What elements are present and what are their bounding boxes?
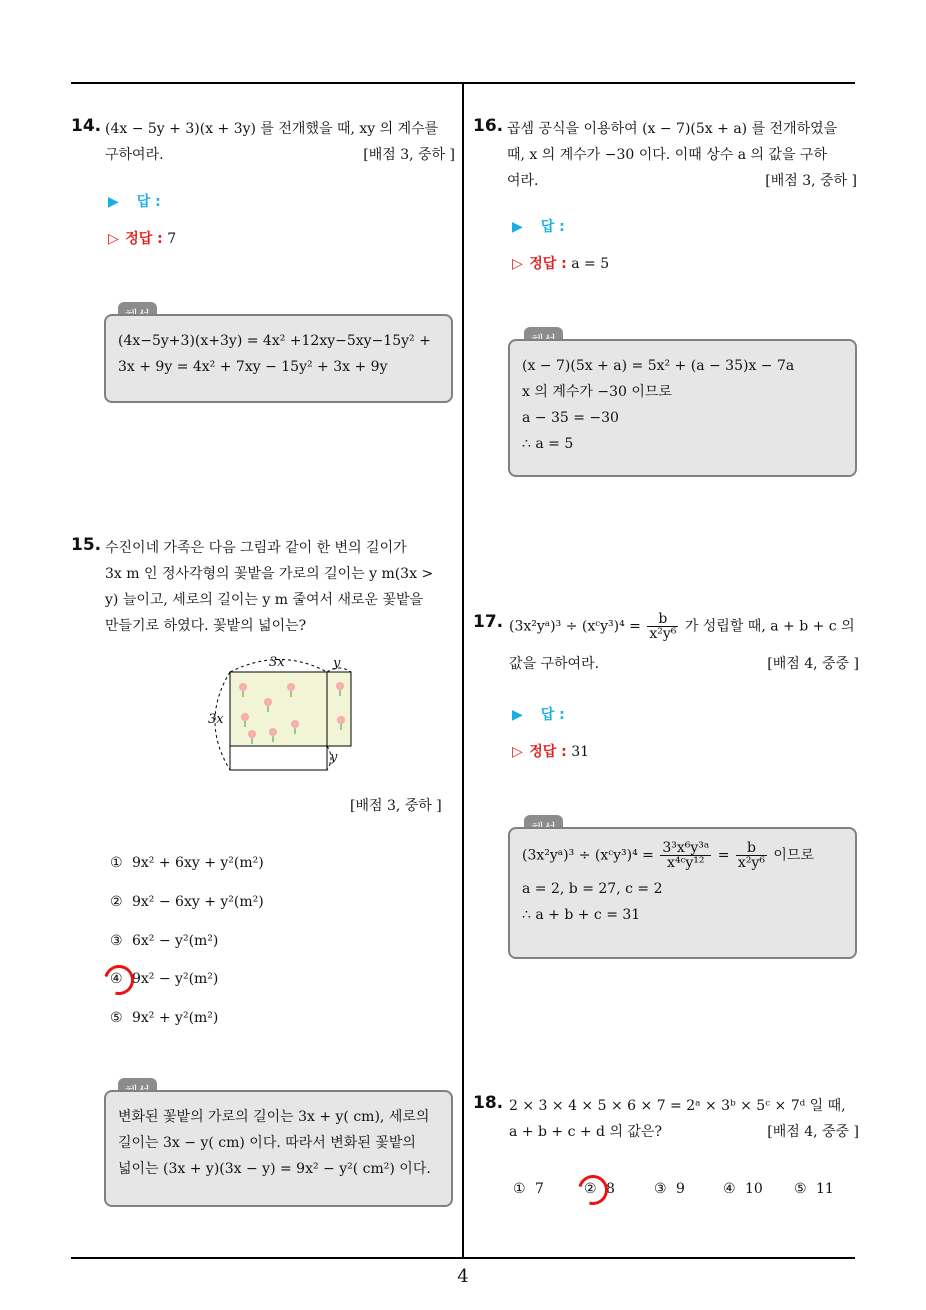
choice-3[interactable]: ③ 9 [654, 1181, 685, 1197]
question-text-line: a + b + c + d 의 값은? [509, 1124, 662, 1140]
solution-value: 31 [571, 744, 590, 760]
question-number: 18. [473, 1093, 504, 1113]
fraction: $\frac{b}{\text{x²y⁶}}$ [737, 840, 765, 871]
question-text-part: 가 성립할 때, a + b + c 의 [684, 618, 855, 635]
choice-2[interactable]: ② 9x² − 6xy + y²(m²) [110, 894, 264, 910]
explanation-box [104, 1090, 453, 1207]
fraction: $\frac{\text{3³x⁶y³ᵃ}}{\text{x⁴ᶜy¹²}}$ [662, 840, 710, 871]
choice-1[interactable]: ① 9x² + 6xy + y²(m²) [110, 855, 264, 871]
answer-field[interactable] [512, 216, 565, 236]
choice-4[interactable]: ④ 9x² − y²(m²) [110, 971, 219, 987]
question-text-line: 때, x 의 계수가 −30 이다. 이때 상수 a 의 값을 구하 [507, 147, 828, 163]
choice-5[interactable]: ⑤ 9x² + y²(m²) [110, 1010, 219, 1026]
question-text-line: 수진이네 가족은 다음 그림과 같이 한 변의 길이가 [105, 540, 407, 556]
solution-value: 7 [167, 231, 177, 247]
figure-label-left: 3x [208, 712, 224, 727]
question-text-line: y) 늘이고, 세로의 길이는 y m 줄여서 새로운 꽃밭을 [105, 592, 424, 608]
solution-label: 정답 : [125, 231, 163, 247]
figure-label-top: 3x [269, 655, 285, 670]
explanation-line: a − 35 = −30 [522, 410, 619, 426]
explanation-line: ∴ a + b + c = 31 [522, 907, 641, 923]
question-text-line: 3x m 인 정사각형의 꽃밭을 가로의 길이는 y m(3x > [105, 566, 434, 582]
score-meta: [배점 4, 중중 ] [767, 1124, 859, 1140]
play-triangle-icon: ▶ [512, 707, 523, 723]
explanation-line: (x − 7)(5x + a) = 5x² + (a − 35)x − 7a [522, 358, 795, 374]
explanation-box [508, 339, 857, 477]
answer-label: 답 : [136, 194, 161, 210]
question-text-line: 2 × 3 × 4 × 5 × 6 × 7 = 2ᵃ × 3ᵇ × 5ᶜ × 7ᵈ 일 때, [509, 1098, 846, 1114]
solution-label: 정답 : [529, 744, 567, 760]
question-text-line: 만들기로 하였다. 꽃밭의 넓이는? [105, 618, 307, 634]
question-15 [71, 535, 455, 639]
play-triangle-icon: ▶ [512, 219, 523, 235]
explanation-box [104, 314, 453, 403]
selected-choice-marker [573, 1170, 614, 1211]
outline-triangle-icon: ▷ [108, 231, 119, 247]
answer-label: 답 : [540, 219, 565, 235]
explanation-line: x 의 계수가 −30 이므로 [522, 384, 672, 400]
question-number: 16. [473, 116, 504, 136]
correct-answer [108, 228, 176, 248]
column-divider [462, 82, 464, 1258]
outline-triangle-icon: ▷ [512, 744, 523, 760]
figure-label-bottom-right: y [330, 750, 338, 765]
play-triangle-icon: ▶ [108, 194, 119, 210]
score-meta: [배점 3, 중하 ] [363, 147, 455, 163]
question-17 [473, 612, 859, 677]
score-meta: [배점 3, 중하 ] [765, 173, 857, 189]
solution-value: a = 5 [571, 256, 610, 272]
explanation-box: (3x²yᵃ)³ ÷ (xᶜy³)⁴ = $\frac{\text{3³x⁶y³ᵃ}}{\text{x⁴ᶜy¹²}}$ = $\frac{b}{\text{x²y⁶}}$ 이므로 a = 2, b = 27, c = 2 ∴ a + b + c = 31 [508, 827, 857, 959]
question-number: 17. [473, 612, 504, 632]
answer-field[interactable] [512, 704, 565, 724]
choice-3[interactable]: ③ 6x² − y²(m²) [110, 933, 219, 949]
answer-field[interactable] [108, 191, 161, 211]
question-text-line: (4x − 5y + 3)(x + 3y) 를 전개했을 때, xy 의 계수를 [105, 121, 439, 137]
score-meta: [배점 3, 중하 ] [350, 798, 442, 814]
selected-choice-marker [99, 960, 140, 1001]
question-text-line: 곱셈 공식을 이용하여 (x − 7)(5x + a) 를 전개하였을 [507, 121, 838, 137]
fraction: $\frac{b}{\text{x²y⁶}}$ [649, 611, 677, 642]
question-text-line: 값을 구하여라. [509, 656, 600, 672]
explanation-line: 넓이는 (3x + y)(3x − y) = 9x² − y²( cm²) 이다. [118, 1161, 431, 1177]
explanation-line: a = 2, b = 27, c = 2 [522, 881, 663, 897]
correct-answer [512, 253, 609, 273]
question-number: 14. [71, 116, 102, 136]
explanation-line: 길이는 3x − y( cm) 이다. 따라서 변화된 꽃밭의 [118, 1135, 416, 1151]
answer-label: 답 : [540, 707, 565, 723]
question-14 [71, 116, 455, 168]
explanation-line: (4x−5y+3)(x+3y) = 4x² +12xy−5xy−15y² + [118, 333, 431, 349]
question-text-part: (3x²yᵃ)³ ÷ (xᶜy³)⁴ = [509, 618, 641, 635]
explanation-line: 3x + 9y = 4x² + 7xy − 15y² + 3x + 9y [118, 359, 388, 375]
question-text-line: 구하여라. [105, 147, 164, 163]
choice-2[interactable]: ② 8 [584, 1181, 615, 1197]
question-16 [473, 116, 857, 194]
page-number: 4 [457, 1266, 469, 1287]
outline-triangle-icon: ▷ [512, 256, 523, 272]
question-text-line: 여라. [507, 173, 539, 189]
explanation-line: 변화된 꽃밭의 가로의 길이는 3x + y( cm), 세로의 [118, 1109, 430, 1125]
figure-label-top-right: y [333, 656, 341, 671]
explanation-line: ∴ a = 5 [522, 436, 574, 452]
choice-1[interactable]: ① 7 [513, 1181, 544, 1197]
correct-answer [512, 741, 589, 761]
solution-label: 정답 : [529, 256, 567, 272]
question-18 [473, 1093, 859, 1145]
choice-4[interactable]: ④ 10 [723, 1181, 763, 1197]
choice-5[interactable]: ⑤ 11 [794, 1181, 834, 1197]
score-meta: [배점 4, 중중 ] [767, 656, 859, 672]
question-number: 15. [71, 535, 102, 555]
